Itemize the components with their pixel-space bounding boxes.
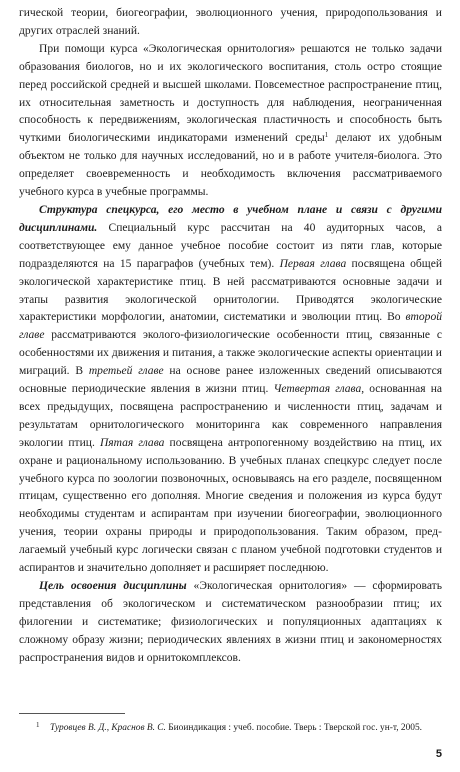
footnote-text: Биоиндикация : учеб. пособие. Тверь : Тверской гос. ун-т, 2005.: [165, 723, 423, 733]
chapter-reference: третьей главе: [88, 365, 164, 378]
main-text: [19, 5, 442, 668]
page-number: 5: [435, 748, 442, 760]
paragraph-text: «Экологическая орнитология» — сформировать представления об экологическом и систематическом разнообразии птиц; их филогении и систематике; физиологических и популяционных адаптациях к сложному образу жизни; периодических явлениях в жизни птиц и закономерностях распространения видов и орнитокомплексов.: [19, 580, 442, 664]
paragraph-text: рассматриваются эколого-физиологические особенности птиц, связанные с особенностями их движения и питания, а также экологические аспекты ориентации и миграций. В: [19, 329, 442, 378]
paragraph-course-structure: [19, 202, 442, 578]
footnote-divider: [19, 713, 125, 714]
paragraph-course-purpose: [19, 41, 442, 202]
footnote-reference[interactable]: 1: [324, 131, 329, 140]
paragraph-text: , основанная на всех предыдущих, посвящена распространению и численности птиц, задачам и результатам орнитологического мониторинга как современного направления экологии птиц.: [19, 383, 442, 449]
paragraph-text: делают их удобным объектом не только для научных исследований, но и в работе учителя-биолога. Это определяет своевременность и необходимость включения рассматриваемого учебного курса в учебные программы.: [19, 132, 442, 199]
paragraph-text: Специальный курс рассчитан на 40 аудиторных часов, а соответствующее ему данное учебное пособие состоит из пяти глав, которые подразделяются на 15 параграфов (учебных тем).: [19, 221, 442, 270]
section-heading-goal: Цель освоения дисциплины: [39, 580, 187, 592]
footnote: [19, 718, 442, 735]
footnote-authors: Туровцев В. Д., Краснов В. С.: [50, 723, 166, 733]
paragraph-text: При помощи курса «Экологическая орнитология» решаются не только задачи образования биологов, но и их экологического воспитания, столь остро стоящие перед российской средней и высшей школами. Повсеместное распространение птиц, их относительная заметность и доступность для наблюдения, неограниченная способность к передвижениям, экологическая пластичность и способность быть чуткими биологическими индикаторами изменений среды: [19, 42, 442, 145]
paragraph-text: посвящена антропогенному воздействию на птиц, их охране и рациональному использованию. В учебных планах спецкурс следует после учебного курса по зоологии позвоночных, основываясь на его разделе, посвященном птицам, существенно его дополняя. Многие сведения и положения из курса будут необходимы студентам и аспирантам при изучении биогеографии, эволюционного учения, теории охраны природы и природопользования. Таким образом, предлагаемый учебный курс логически связан с планом учебной подготовки студентов и аспирантов и значительно дополняет и расширяет последнюю.: [19, 436, 442, 575]
paragraph-continuation: [19, 5, 442, 41]
chapter-reference: Пятая глава: [99, 436, 165, 449]
paragraph-text: посвящена общей экологической характеристике птиц. В ней рассматриваются основные задачи и этапы развития экологической орнитологии. Приводятся экологические характеристики морфологии, анатомии, систематики и эволюции птиц. Во: [19, 257, 442, 324]
chapter-reference: Четвертая глава: [273, 383, 362, 396]
paragraph-text: гической теории, биогеографии, эволюционного учения, природопользования и других отраслей знаний.: [19, 7, 442, 37]
footnote-mark: 1: [36, 721, 40, 729]
chapter-reference: Первая глава: [279, 257, 347, 270]
chapter-reference: второй главе: [19, 311, 442, 342]
section-heading-structure: Структура спецкурса, его место в учебном плане и связи с другими дисциплинами.: [19, 203, 442, 234]
paragraph-course-goal: [19, 578, 442, 668]
paragraph-text: на основе ранее изложенных сведений описываются основные периодические явления в жизни птиц.: [19, 365, 443, 396]
